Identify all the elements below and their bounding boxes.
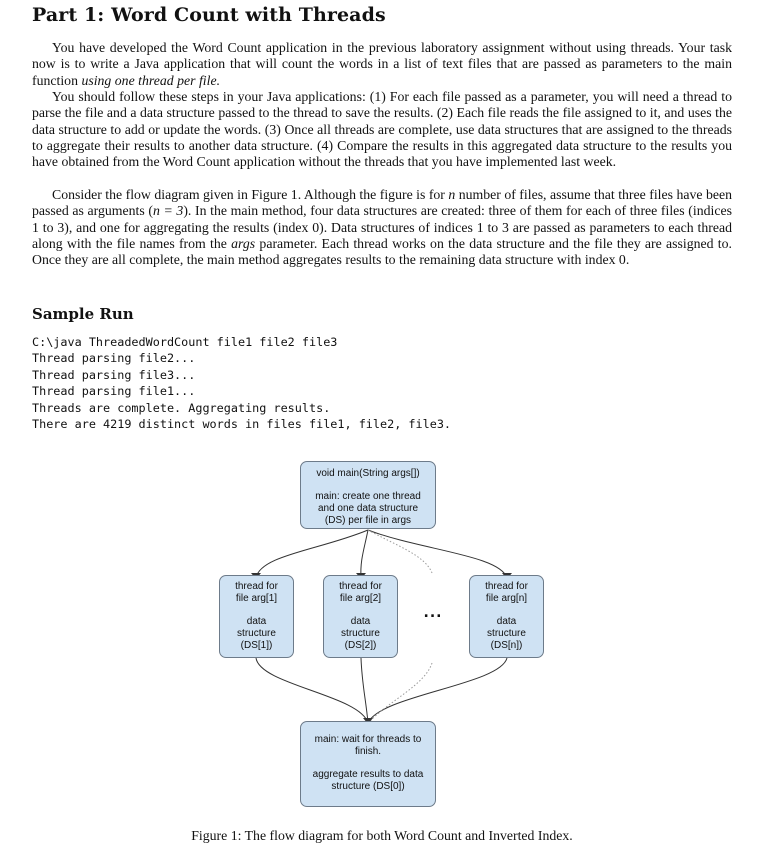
paragraph-text-part: ). In the main method, four data structures are created: three of them for each of three files (indices 1 to 3), and one for aggregating the results (index 0). Data structures of indices 1 to 3 are passed as parameters to each thread along with the file names from the xyxy=(32,203,732,251)
paragraph-text-part: number of files, assume that three files have been passed as arguments ( xyxy=(32,187,732,219)
math-n-equals-3: n = 3 xyxy=(152,203,184,219)
figure-caption: Figure 1: The flow diagram for both Word Count and Inverted Index. xyxy=(191,828,573,843)
node-text: thread for xyxy=(485,581,528,592)
ellipsis-more-threads: ... xyxy=(423,605,443,621)
node-text: thread for xyxy=(339,581,382,592)
node-text: structure xyxy=(487,628,526,639)
paragraph-figure-explanation xyxy=(32,187,732,268)
node-text: data xyxy=(496,616,517,627)
paragraph-text-part: parameter. Each thread works on the data structure and the file they are assigned to. Once they are all complete, the main method aggregates results to the remaining data structure with index 0. xyxy=(32,235,732,268)
node-text: (DS[2]) xyxy=(344,640,377,651)
code-line: Thread parsing file2... xyxy=(32,351,196,366)
node-thread-2 xyxy=(323,575,398,658)
node-aggregate xyxy=(300,721,436,807)
node-text: and one data structure xyxy=(317,503,419,514)
code-line: Threads are complete. Aggregating results. xyxy=(32,400,331,415)
paragraph-steps-text: You should follow these steps in your Java applications: (1) For each file passed as a parameter, you will need a thread to parse the file and a data structure passed to the thread to save the results. (2) Each file reads the file assigned to it, and uses the data structure to add or update the words. (3) Once all threads are complete, use data structures that are assigned to the threads to aggregate their results to another data structure. (4) Compare the results in this aggregated data structure to the results you have obtained from the Word Count application without the threads that you have implemented last week. xyxy=(32,89,732,170)
node-text: file arg[1] xyxy=(235,593,278,604)
node-text: structure xyxy=(237,628,276,639)
code-line: Thread parsing file3... xyxy=(32,367,196,382)
node-text: aggregate results to data xyxy=(312,769,424,780)
node-text: (DS[n]) xyxy=(490,640,523,651)
paragraph-text-part: Consider the flow diagram given in Figure 1. Although the figure is for xyxy=(52,187,449,202)
edge-thread1-to-wait xyxy=(256,658,368,723)
node-text: structure xyxy=(341,628,380,639)
node-text: thread for xyxy=(235,581,278,592)
edge-others-to-wait-dotted xyxy=(368,663,432,723)
edge-threadn-to-wait xyxy=(368,658,507,723)
paragraph-intro-text: You have developed the Word Count application in the previous laboratory assignment without using threads. Your task now is to write a Java application that will count the words in a list of text files that are passed as parameters to the main function xyxy=(32,40,732,88)
node-text: data xyxy=(350,616,371,627)
node-text: structure (DS[0]) xyxy=(331,781,405,792)
edge-main-to-threadn xyxy=(368,530,507,578)
edge-main-to-others-dotted xyxy=(368,530,432,573)
edge-main-to-thread2 xyxy=(361,530,368,578)
edge-thread2-to-wait xyxy=(361,658,368,723)
code-line: There are 4219 distinct words in files file1, file2, file3. xyxy=(32,417,452,432)
node-text: void main(String args[]) xyxy=(316,468,420,479)
emphasis-one-thread: using one thread per file. xyxy=(81,72,221,88)
sample-run-code xyxy=(32,334,451,432)
node-text: data xyxy=(246,616,267,627)
node-main xyxy=(300,461,436,529)
node-text: main: wait for threads to xyxy=(314,734,422,745)
node-thread-n xyxy=(469,575,544,658)
paragraph-steps xyxy=(32,89,732,170)
section-title: Part 1: Word Count with Threads xyxy=(32,4,386,26)
node-text: main: create one thread xyxy=(315,491,421,502)
emphasis-args: args xyxy=(231,235,256,251)
edge-main-to-thread1 xyxy=(256,530,368,578)
node-text: file arg[n] xyxy=(485,593,528,604)
code-line: C:\java ThreadedWordCount file1 file2 file3 xyxy=(32,335,338,349)
math-n: n xyxy=(448,187,456,202)
node-text: (DS[1]) xyxy=(240,640,273,651)
flow-diagram xyxy=(0,455,764,815)
node-text: (DS) per file in args xyxy=(324,515,412,526)
node-text: finish. xyxy=(354,746,382,757)
sample-run-heading: Sample Run xyxy=(32,305,134,323)
node-thread-1 xyxy=(219,575,294,658)
paragraph-intro xyxy=(32,40,732,89)
node-text: file arg[2] xyxy=(339,593,382,604)
code-line: Thread parsing file1... xyxy=(32,384,196,399)
